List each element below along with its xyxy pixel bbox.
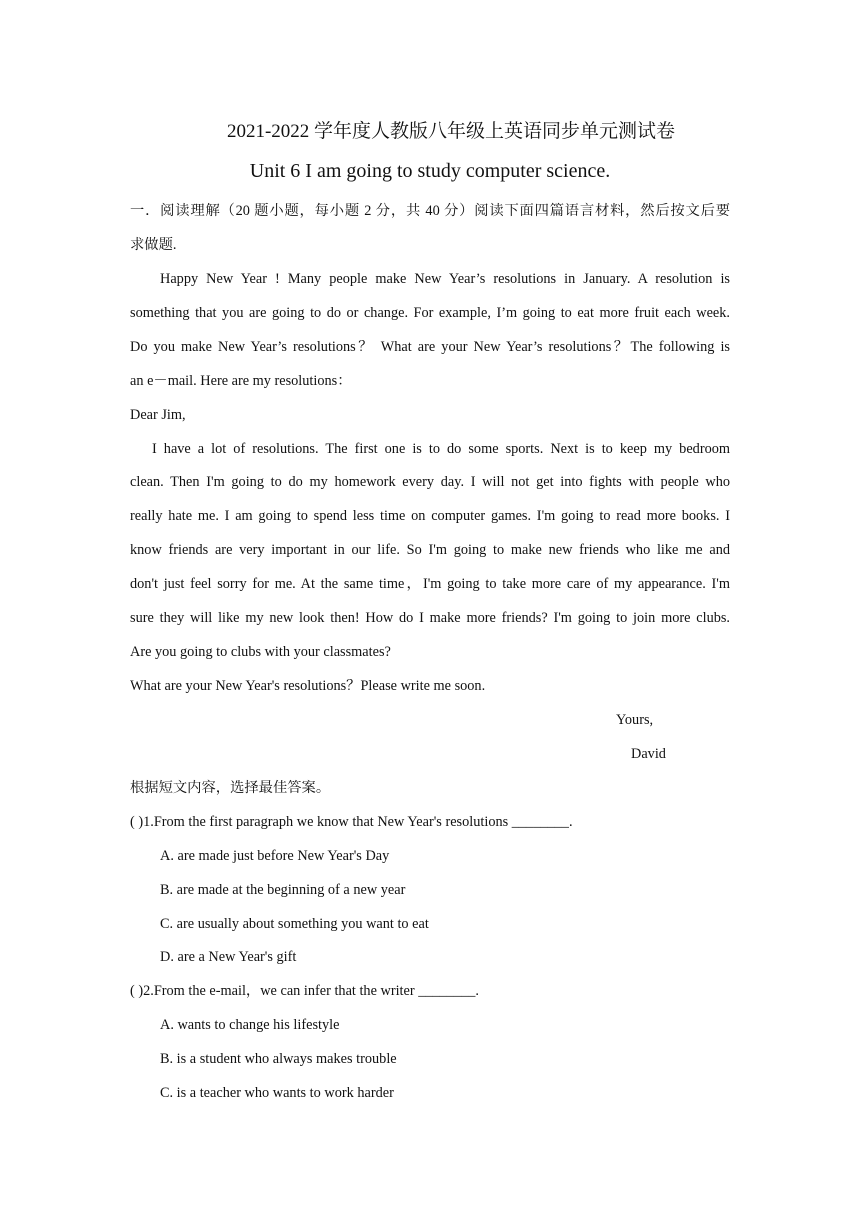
question-stem: ( )2.From the e-mail，we can infer that the writer ________. [130,983,479,999]
section-heading: 一．阅读理解（20 题小题，每小题 2 分，共 40 分）阅读下面四篇语言材料，然后按文后要 [130,203,730,219]
letter-line: sure they will like my new look then! How do I make more friends? I'm going to join more clubs. [130,610,730,626]
answer-option: C. are usually about something you want to eat [160,916,429,932]
answer-option: A. are made just before New Year's Day [160,848,390,864]
answer-option: C. is a teacher who wants to work harder [160,1085,394,1101]
answer-option: D. are a New Year's gift [160,949,297,965]
letter-greeting: Dear Jim, [130,407,186,423]
intro-line: Happy New Year ! Many people make New Year’s resolutions in January. A resolution is [160,271,730,287]
letter-signature: David [631,746,666,762]
letter-closing: Yours, [616,712,654,728]
question-stem: ( )1.From the first paragraph we know that New Year's resolutions ________. [130,814,573,830]
instruction: 根据短文内容，选择最佳答案。 [130,780,331,796]
section-heading-cont: 求做题. [130,237,177,253]
page-title: 2021-2022 学年度人教版八年级上英语同步单元测试卷 [226,121,676,142]
page-subtitle: Unit 6 I am going to study computer science. [249,160,611,182]
intro-line: something that you are going to do or change. For example, I’m going to eat more fruit each week. [130,305,730,321]
intro-line: Do you make New Year’s resolutions？ What are your New Year’s resolutions？The following is [130,339,730,355]
letter-line: What are your New Year's resolutions？Please write me soon. [130,678,486,694]
letter-line: really hate me. I am going to spend less time on computer games. I'm going to read more books. I [130,508,730,524]
answer-option: B. are made at the beginning of a new year [160,882,406,898]
letter-line: Are you going to clubs with your classmates? [130,644,391,660]
intro-line: an e－mail. Here are my resolutions： [130,373,352,389]
letter-line: know friends are very important in our life. So I'm going to make new friends who like me and [130,542,730,558]
letter-line: I have a lot of resolutions. The first one is to do some sports. Next is to keep my bedroom [152,441,730,457]
letter-line: don't just feel sorry for me. At the same time，I'm going to take more care of my appearance. I'm [130,576,730,592]
answer-option: B. is a student who always makes trouble [160,1051,397,1067]
letter-line: clean. Then I'm going to do my homework every day. I will not get into fights with people who [130,474,730,490]
answer-option: A. wants to change his lifestyle [160,1017,340,1033]
